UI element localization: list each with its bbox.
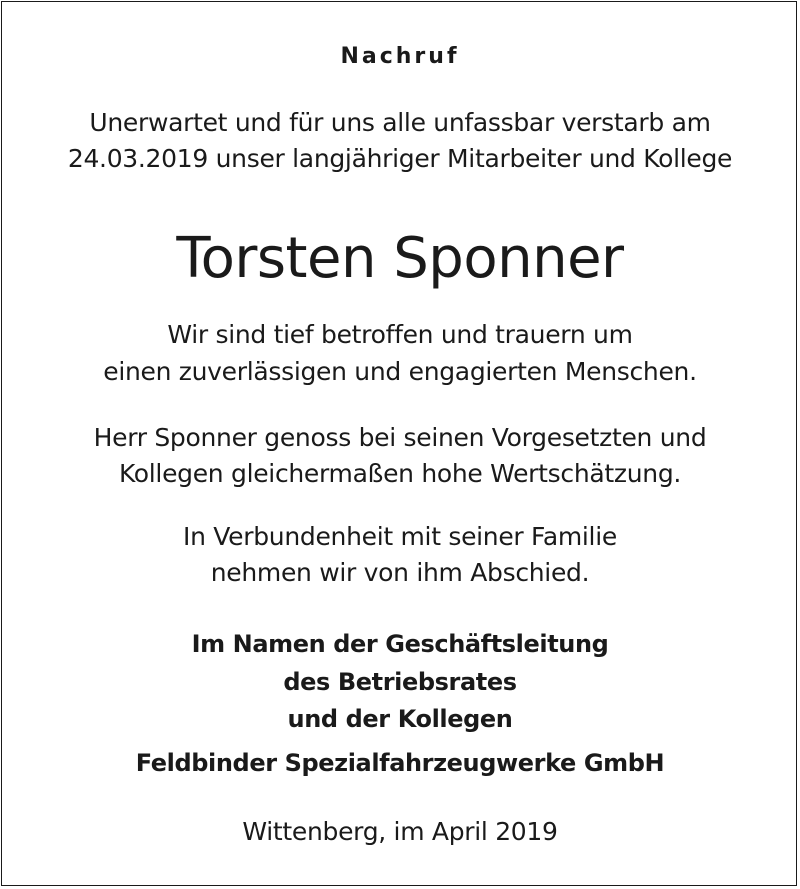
paragraph-3-line-1: In Verbundenheit mit seiner Familie — [183, 522, 617, 551]
paragraph-1-line-2: einen zuverlässigen und engagierten Menschen. — [103, 357, 697, 386]
paragraph-2-line-2: Kollegen gleichermaßen hohe Wertschätzung. — [118, 459, 682, 488]
place-date: Wittenberg, im April 2019 — [242, 817, 558, 846]
signatory-line-1: Im Namen der Geschäftsleitung — [191, 630, 609, 658]
paragraph-2-line-1: Herr Sponner genoss bei seinen Vorgesetzten und — [93, 423, 707, 452]
paragraph-1-line-1: Wir sind tief betroffen und trauern um — [167, 320, 633, 349]
signatory-line-2: des Betriebsrates — [283, 668, 517, 696]
intro-line-1: Unerwartet und für uns alle unfassbar verstarb am — [89, 108, 711, 137]
signatory-line-3: und der Kollegen — [287, 705, 513, 733]
paragraph-3-line-2: nehmen wir von ihm Abschied. — [210, 558, 590, 587]
deceased-name: Torsten Sponner — [176, 226, 624, 291]
intro-line-2: 24.03.2019 unser langjähriger Mitarbeiter und Kollege — [67, 144, 733, 173]
company-name: Feldbinder Spezialfahrzeugwerke GmbH — [135, 749, 665, 777]
notice-heading: Nachruf — [340, 44, 460, 69]
